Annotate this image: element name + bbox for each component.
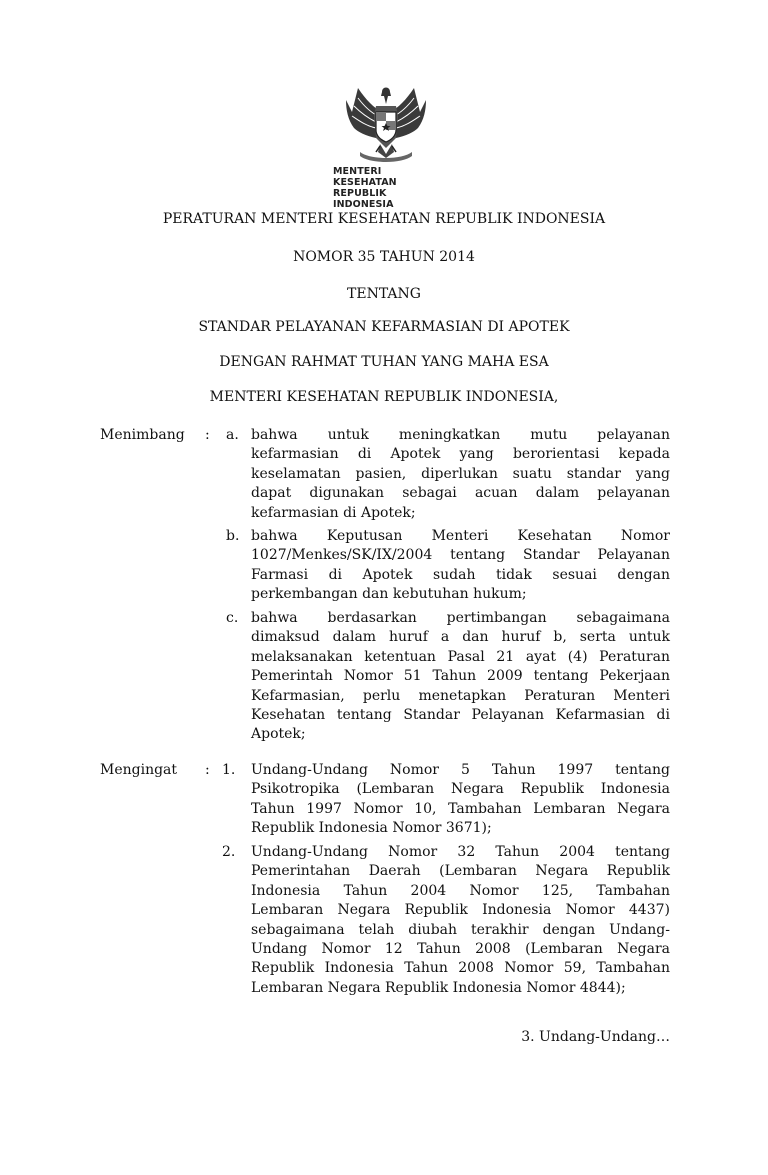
garuda-emblem-icon (336, 82, 436, 164)
menimbang-item-c-marker: c. (226, 610, 239, 626)
mengingat-item-2-marker: 2. (222, 844, 236, 860)
text-line: dimaksud dalam huruf a dan huruf b, serta untuk (251, 629, 670, 646)
text-line: sebagaimana telah diubah terakhir dengan Undang- (251, 921, 670, 938)
menimbang-item-b-marker: b. (226, 528, 240, 544)
regulation-subject: STANDAR PELAYANAN KEFARMASIAN DI APOTEK (198, 319, 570, 335)
mengingat-item-1-marker: 1. (222, 762, 236, 778)
next-page-continuation: 3. Undang-Undang… (521, 1029, 670, 1045)
text-line: Pemerintahan Daerah (Lembaran Negara Republik (251, 863, 670, 880)
menimbang-item-c (251, 609, 670, 745)
text-line: dapat digunakan sebagai acuan dalam pelayanan (251, 485, 670, 502)
regulation-number: NOMOR 35 TAHUN 2014 (293, 249, 475, 265)
text-line: Kesehatan tentang Standar Pelayanan Kefarmasian di (251, 707, 670, 724)
mengingat-item-2 (251, 843, 670, 998)
text-line: Lembaran Negara Republik Indonesia Nomor 4437) (251, 902, 670, 919)
text-line: Lembaran Negara Republik Indonesia Nomor 4844); (251, 979, 626, 996)
menimbang-item-a (251, 426, 670, 523)
emblem-caption-line1: MENTERI KESEHATAN (333, 166, 397, 188)
text-line: melaksanakan ketentuan Pasal 21 ayat (4) Peraturan (251, 648, 670, 665)
text-line: Pemerintah Nomor 51 Tahun 2009 tentang Pekerjaan (251, 668, 670, 685)
text-line: Apotek; (251, 726, 306, 743)
text-line: Farmasi di Apotek sudah tidak sesuai dengan (251, 566, 670, 583)
text-line: perkembangan dan kebutuhan hukum; (251, 586, 527, 603)
text-line: Tahun 1997 Nomor 10, Tambahan Lembaran Negara (251, 800, 670, 817)
menimbang-colon: : (205, 427, 210, 443)
menimbang-item-b (251, 527, 670, 605)
text-line: Kefarmasian, perlu menetapkan Peraturan Menteri (251, 687, 670, 704)
regulation-about: TENTANG (347, 286, 421, 302)
emblem-caption (333, 166, 443, 210)
text-line: Republik Indonesia Tahun 2008 Nomor 59, Tambahan (251, 960, 670, 977)
text-line: bahwa berdasarkan pertimbangan sebagaimana (251, 610, 670, 626)
text-line: Psikotropika (Lembaran Negara Republik Indonesia (251, 781, 670, 798)
text-line: Undang-Undang Nomor 5 Tahun 1997 tentang (251, 762, 670, 778)
text-line: 1027/Menkes/SK/IX/2004 tentang Standar Pelayanan (251, 547, 670, 564)
text-line: Undang-Undang Nomor 32 Tahun 2004 tentang (251, 844, 670, 860)
text-line: bahwa Keputusan Menteri Kesehatan Nomor (251, 528, 670, 544)
emblem-caption-line2: REPUBLIK INDONESIA (333, 188, 394, 210)
text-line: keselamatan pasien, diperlukan suatu standar yang (251, 465, 670, 482)
text-line: Indonesia Tahun 2004 Nomor 125, Tambahan (251, 882, 670, 899)
mengingat-colon: : (205, 762, 210, 778)
text-line: Undang Nomor 12 Tahun 2008 (Lembaran Negara (251, 941, 670, 958)
text-line: Republik Indonesia Nomor 3671); (251, 820, 492, 837)
mengingat-label: Mengingat (100, 762, 178, 778)
issuer-line: MENTERI KESEHATAN REPUBLIK INDONESIA, (209, 389, 559, 405)
mengingat-item-1 (251, 761, 670, 839)
regulation-title: PERATURAN MENTERI KESEHATAN REPUBLIK INDONESIA (162, 211, 606, 227)
menimbang-item-a-marker: a. (226, 427, 239, 443)
opening-phrase: DENGAN RAHMAT TUHAN YANG MAHA ESA (219, 354, 549, 370)
text-line: bahwa untuk meningkatkan mutu pelayanan (251, 427, 670, 443)
text-line: kefarmasian di Apotek yang berorientasi kepada (251, 446, 670, 463)
text-line: kefarmasian di Apotek; (251, 504, 416, 521)
menimbang-label: Menimbang (100, 427, 185, 443)
